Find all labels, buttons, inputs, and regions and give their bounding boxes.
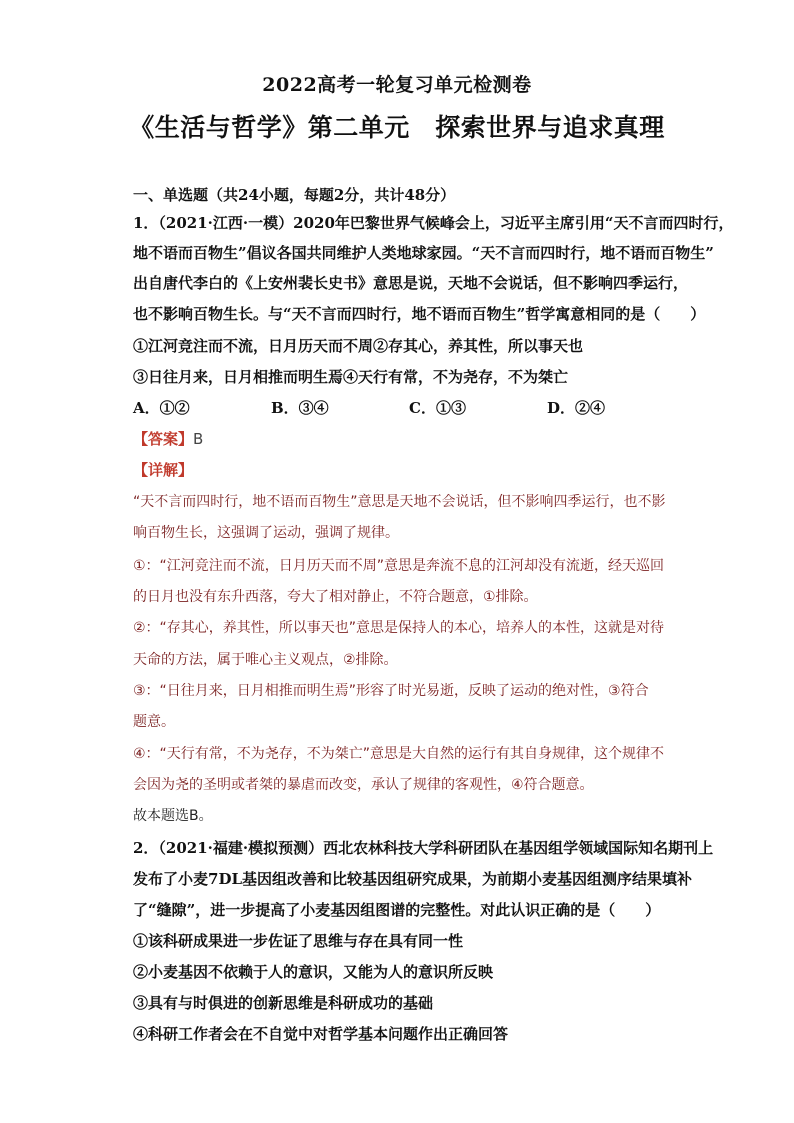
conclusion: 故本题选B。 (133, 808, 213, 824)
option-b: B．③④ (271, 399, 329, 417)
detail-line: 会因为尧的圣明或者桀的暴虐而改变，承认了规律的客观性，④符合题意。 (133, 777, 594, 793)
q2-statement: ①该科研成果进一步佐证了思维与存在具有同一性 (133, 932, 464, 950)
q2-line: 了“缝隙”，进一步提高了小麦基因组图谱的完整性。对此认识正确的是（ ） (133, 901, 661, 919)
q2-statement: ②小麦基因不依赖于人的意识，又能为人的意识所反映 (133, 963, 494, 981)
option-c: C．①③ (409, 399, 466, 417)
detail-line: 题意。 (133, 714, 175, 730)
detail-line: 天命的方法，属于唯心主义观点，②排除。 (133, 652, 398, 668)
q2-statement: ④科研工作者会在不自觉中对哲学基本问题作出正确回答 (133, 1025, 509, 1043)
q1-line: 出自唐代李白的《上安州裴长史书》意思是说，天地不会说话，但不影响四季运行， (133, 274, 689, 292)
exam-title: 2022高考一轮复习单元检测卷 (262, 74, 532, 96)
detail-label: 【详解】 (133, 461, 194, 479)
detail-line: ③：“日往月来，日月相推而明生焉”形容了时光易逝，反映了运动的绝对性，③符合 (133, 683, 649, 699)
q1-line: 1．（2021·江西·一模）2020年巴黎世界气候峰会上，习近平主席引用“天不言而四时行， (133, 214, 734, 232)
detail-line: ④：“天行有常，不为尧存，不为桀亡”意思是大自然的运行有其自身规律，这个规律不 (133, 746, 665, 762)
q2-line: 2．（2021·福建·模拟预测）西北农林科技大学科研团队在基因组学领域国际知名期刊上 (133, 839, 714, 857)
exam-subtitle: 《生活与哲学》第二单元 探索世界与追求真理 (129, 113, 665, 142)
detail-line: 的日月也没有东升西落，夸大了相对静止，不符合题意，①排除。 (133, 589, 538, 605)
detail-line: ②：“存其心，养其性，所以事天也”意思是保持人的本心，培养人的本性，这就是对待 (133, 620, 665, 636)
q1-answer (133, 429, 203, 449)
answer-value: B (193, 430, 204, 448)
q1-statements: ③日往月来，日月相推而明生焉④天行有常，不为尧存，不为桀亡 (133, 368, 569, 386)
detail-line: ①：“江河竞注而不流，日月历天而不周”意思是奔流不息的江河却没有流逝，经天巡回 (133, 558, 665, 574)
q1-line: 也不影响百物生长。与“天不言而四时行，地不语而百物生”哲学寓意相同的是（ ） (133, 305, 706, 323)
answer-label: 【答案】 (133, 430, 194, 448)
option-a: A．①② (133, 399, 190, 417)
detail-line: “天不言而四时行，地不语而百物生”意思是天地不会说话，但不影响四季运行，也不影 (133, 494, 666, 510)
q2-line: 发布了小麦7DL基因组改善和比较基因组研究成果，为前期小麦基因组测序结果填补 (133, 870, 692, 888)
option-d: D．②④ (547, 399, 606, 417)
q1-statements: ①江河竞注而不流，日月历天而不周②存其心，养其性，所以事天也 (133, 337, 584, 355)
q2-statement: ③具有与时俱进的创新思维是科研成功的基础 (133, 994, 434, 1012)
detail-line: 响百物生长，这强调了运动，强调了规律。 (133, 525, 399, 541)
q1-options (133, 398, 685, 418)
section-heading: 一、单选题（共24小题，每题2分，共计48分） (133, 186, 456, 204)
q1-line: 地不语而百物生”倡议各国共同维护人类地球家园。“天不言而四时行，地不语而百物生” (133, 244, 714, 262)
